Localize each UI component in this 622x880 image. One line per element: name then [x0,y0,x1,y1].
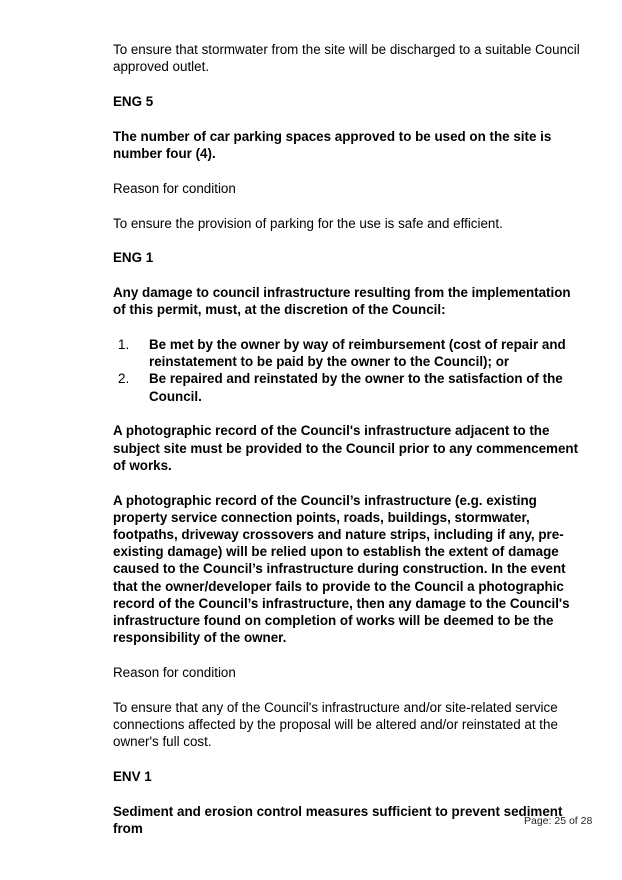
list-item-number: 1. [118,336,130,352]
stormwater-reason-text: To ensure that stormwater from the site will be discharged to a suitable Council approved outlet. [113,42,580,75]
eng5-heading: ENG 5 [113,94,154,109]
env1-condition: Sediment and erosion control measures sufficient to prevent sediment from [113,803,563,837]
parking-reason-text: To ensure the provision of parking for the use is safe and efficient. [113,215,503,231]
reason-label-1: Reason for condition [113,180,236,196]
eng1-condition: Any damage to council infrastructure resulting from the implementation of this permit, must, at the discretion of the Council: [113,285,571,318]
list-item-text: Be repaired and reinstated by the owner to the satisfaction of the Council. [149,371,563,404]
eng1-list [113,336,583,405]
infrastructure-reason-text: To ensure that any of the Council's infrastructure and/or site-related service connections affected by the proposal will be altered and/or reinstated at the owner's full cost. [113,699,558,750]
page-number: Page: 25 of 28 [524,815,593,827]
eng5-condition: The number of car parking spaces approved to be used on the site is number four (4). [113,128,552,161]
list-item-text: Be met by the owner by way of reimbursement (cost of repair and reinstatement to be paid by the owner to the Council); or [149,336,566,370]
list-item-number: 2. [118,371,130,387]
photo-record-paragraph-2: A photographic record of the Council’s infrastructure (e.g. existing property service connection points, roads, buildings, stormwater, footpaths, driveway crossovers and nature strips, including if any, pre-existing damage) will be relied upon to establish the extent of damage caused to the Council’s infrastructure during construction. In the event that the owner/developer fails to provide to the Council a photographic record of the Council’s infrastructure, then any damage to the Council's infrastructure found on completion of works will be deemed to be the responsibility of the owner. [113,492,570,646]
env1-heading: ENV 1 [113,769,152,785]
photo-record-paragraph-1: A photographic record of the Council's infrastructure adjacent to the subject site must be provided to the Council prior to any commencement of works. [113,423,579,473]
reason-label-2: Reason for condition [113,665,236,681]
list-item [113,370,583,404]
eng1-heading: ENG 1 [113,250,154,266]
page-content [113,41,583,837]
list-item [113,336,583,370]
